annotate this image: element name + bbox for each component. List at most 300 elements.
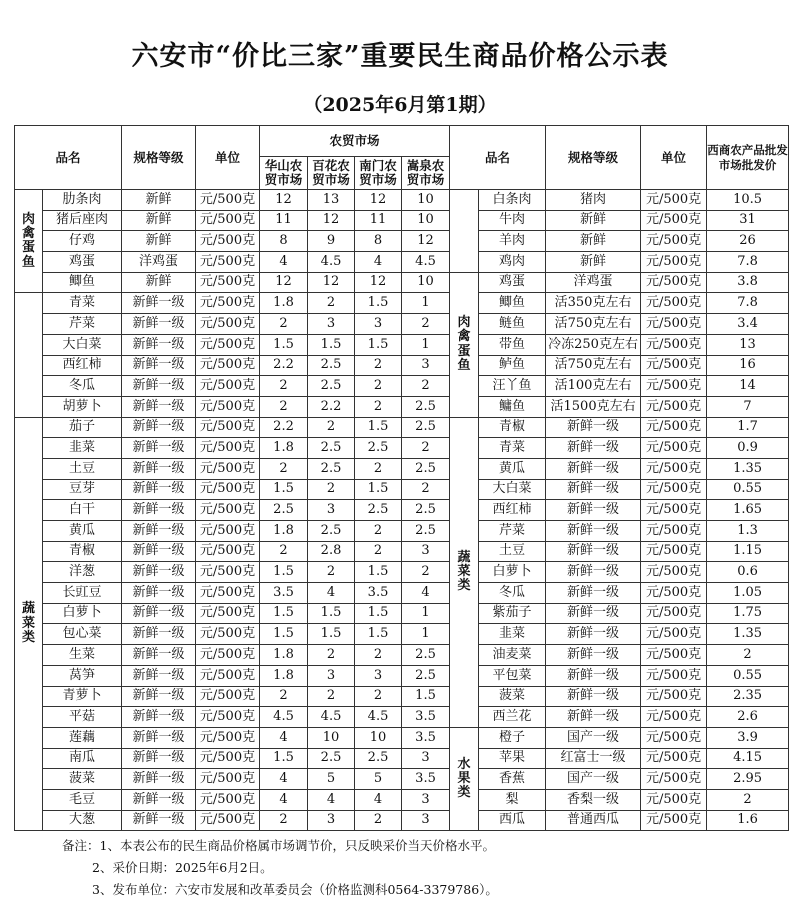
price-songquan: 10 [402,272,450,293]
item-name: 油麦菜 [479,645,546,666]
item-name: 汪丫鱼 [479,376,546,397]
table-row [15,210,789,231]
item-spec: 新鲜一级 [122,334,196,355]
price-songquan: 1.5 [402,686,450,707]
price-wholesale: 3.4 [707,314,789,335]
price-songquan: 4 [402,583,450,604]
price-baihua: 5 [308,769,355,790]
price-huashan: 11 [260,210,308,231]
price-wholesale: 7.8 [707,252,789,273]
item-unit: 元/500克 [641,210,707,231]
item-spec: 新鲜一级 [546,665,641,686]
item-name: 苹果 [479,748,546,769]
price-songquan: 1 [402,293,450,314]
item-spec: 新鲜一级 [122,521,196,542]
price-songquan: 3 [402,748,450,769]
item-spec: 新鲜一级 [122,355,196,376]
price-baihua: 2.5 [308,376,355,397]
item-name: 仔鸡 [43,231,122,252]
price-songquan: 4.5 [402,252,450,273]
item-unit: 元/500克 [196,645,260,666]
price-songquan: 2.5 [402,417,450,438]
price-nanmen: 1.5 [355,624,402,645]
item-unit: 元/500克 [196,458,260,479]
price-wholesale: 0.55 [707,665,789,686]
price-nanmen: 5 [355,769,402,790]
price-wholesale: 0.9 [707,438,789,459]
item-spec: 新鲜一级 [122,769,196,790]
price-songquan: 3 [402,355,450,376]
item-unit: 元/500克 [641,521,707,542]
price-baihua: 2 [308,293,355,314]
item-name: 白萝卜 [43,603,122,624]
item-name: 胡萝卜 [43,396,122,417]
price-wholesale: 4.15 [707,748,789,769]
item-name: 南瓜 [43,748,122,769]
price-huashan: 4 [260,789,308,810]
price-huashan: 2.2 [260,355,308,376]
item-unit: 元/500克 [641,727,707,748]
table-row [15,769,789,790]
price-wholesale: 1.75 [707,603,789,624]
header-market-huashan: 华山农贸市场 [260,157,308,190]
price-nanmen: 8 [355,231,402,252]
price-nanmen: 2 [355,355,402,376]
item-unit: 元/500克 [641,252,707,273]
category-label [15,293,43,417]
item-spec: 新鲜一级 [546,645,641,666]
item-spec: 冷冻250克左右 [546,334,641,355]
price-wholesale: 14 [707,376,789,397]
category-label [450,190,479,273]
price-baihua: 12 [308,210,355,231]
item-unit: 元/500克 [641,645,707,666]
item-unit: 元/500克 [196,396,260,417]
item-unit: 元/500克 [196,810,260,831]
item-spec: 新鲜一级 [122,665,196,686]
item-unit: 元/500克 [196,314,260,335]
table-row [15,707,789,728]
price-baihua: 2 [308,562,355,583]
price-huashan: 4 [260,252,308,273]
item-name: 鲢鱼 [479,314,546,335]
price-nanmen: 4 [355,789,402,810]
item-spec: 新鲜一级 [122,810,196,831]
table-row [15,500,789,521]
price-huashan: 2 [260,458,308,479]
item-name: 生菜 [43,645,122,666]
item-spec: 新鲜一级 [546,541,641,562]
price-baihua: 2 [308,645,355,666]
price-songquan: 2 [402,438,450,459]
item-unit: 元/500克 [641,376,707,397]
item-name: 大白菜 [43,334,122,355]
price-baihua: 2 [308,417,355,438]
item-unit: 元/500克 [196,376,260,397]
item-name: 梨 [479,789,546,810]
item-name: 韭菜 [43,438,122,459]
item-spec: 新鲜一级 [122,479,196,500]
price-songquan: 12 [402,231,450,252]
price-wholesale: 1.35 [707,458,789,479]
item-name: 黄瓜 [479,458,546,479]
item-name: 西红柿 [479,500,546,521]
item-spec: 新鲜一级 [546,479,641,500]
item-name: 大白菜 [479,479,546,500]
item-unit: 元/500克 [196,521,260,542]
item-spec: 新鲜一级 [122,789,196,810]
price-songquan: 2.5 [402,500,450,521]
price-songquan: 2.5 [402,645,450,666]
price-wholesale: 1.15 [707,541,789,562]
item-spec: 国产一级 [546,769,641,790]
item-unit: 元/500克 [641,314,707,335]
item-name: 青椒 [479,417,546,438]
item-spec: 新鲜一级 [546,707,641,728]
price-wholesale: 1.7 [707,417,789,438]
item-name: 西红柿 [43,355,122,376]
price-wholesale: 1.35 [707,624,789,645]
price-wholesale: 26 [707,231,789,252]
item-name: 鸡蛋 [479,272,546,293]
item-spec: 国产一级 [546,727,641,748]
item-spec: 洋鸡蛋 [122,252,196,273]
header-right-name: 品名 [450,126,546,190]
item-unit: 元/500克 [641,500,707,521]
table-row [15,417,789,438]
price-huashan: 2 [260,541,308,562]
item-spec: 新鲜一级 [122,293,196,314]
item-spec: 新鲜一级 [546,417,641,438]
item-spec: 洋鸡蛋 [546,272,641,293]
item-spec: 新鲜一级 [122,438,196,459]
item-spec: 新鲜一级 [122,562,196,583]
item-spec: 新鲜一级 [122,748,196,769]
price-baihua: 4.5 [308,707,355,728]
price-nanmen: 10 [355,727,402,748]
price-huashan: 1.5 [260,748,308,769]
price-wholesale: 10.5 [707,190,789,211]
page-subtitle: （2025年6月第1期） [303,94,497,116]
price-baihua: 12 [308,272,355,293]
price-nanmen: 2 [355,458,402,479]
price-songquan: 2 [402,376,450,397]
item-spec: 新鲜一级 [122,314,196,335]
item-unit: 元/500克 [196,707,260,728]
item-unit: 元/500克 [196,665,260,686]
item-name: 土豆 [479,541,546,562]
item-name: 鸡肉 [479,252,546,273]
table-row [15,396,789,417]
item-spec: 新鲜 [122,210,196,231]
price-wholesale: 1.05 [707,583,789,604]
item-spec: 新鲜一级 [546,458,641,479]
price-wholesale: 13 [707,334,789,355]
price-songquan: 3.5 [402,707,450,728]
category-label: 水 果 类 [450,727,479,830]
item-name: 韭菜 [479,624,546,645]
table-row [15,376,789,397]
item-spec: 新鲜 [122,231,196,252]
price-wholesale: 16 [707,355,789,376]
table-row [15,334,789,355]
price-songquan: 2.5 [402,396,450,417]
item-name: 鲈鱼 [479,355,546,376]
item-name: 莲藕 [43,727,122,748]
category-label: 蔬 菜 类 [15,417,43,831]
item-name: 青椒 [43,541,122,562]
price-huashan: 1.8 [260,438,308,459]
price-nanmen: 1.5 [355,417,402,438]
price-wholesale: 2.95 [707,769,789,790]
item-unit: 元/500克 [196,252,260,273]
item-unit: 元/500克 [196,190,260,211]
price-wholesale: 1.65 [707,500,789,521]
price-huashan: 2 [260,686,308,707]
price-songquan: 1 [402,624,450,645]
price-huashan: 2 [260,314,308,335]
price-baihua: 2.8 [308,541,355,562]
price-wholesale: 2 [707,645,789,666]
price-wholesale: 3.9 [707,727,789,748]
item-unit: 元/500克 [641,190,707,211]
price-songquan: 3 [402,789,450,810]
item-spec: 新鲜 [546,231,641,252]
table-row [15,190,789,211]
item-unit: 元/500克 [196,355,260,376]
price-wholesale: 7.8 [707,293,789,314]
price-baihua: 2.5 [308,748,355,769]
table-row [15,438,789,459]
item-name: 鳙鱼 [479,396,546,417]
price-wholesale: 1.6 [707,810,789,831]
price-nanmen: 12 [355,272,402,293]
price-wholesale: 3.8 [707,272,789,293]
item-name: 豆芽 [43,479,122,500]
item-unit: 元/500克 [641,438,707,459]
item-unit: 元/500克 [641,810,707,831]
item-name: 牛肉 [479,210,546,231]
item-unit: 元/500克 [641,769,707,790]
price-nanmen: 2 [355,645,402,666]
table-row [15,665,789,686]
price-nanmen: 1.5 [355,562,402,583]
price-table [14,125,789,831]
item-unit: 元/500克 [196,624,260,645]
item-spec: 新鲜一级 [122,624,196,645]
note-3: 3、发布单位：六安市发展和改革委员会（价格监测科0564-3379786）。 [92,882,498,897]
item-unit: 元/500克 [196,686,260,707]
price-baihua: 2.5 [308,458,355,479]
note-2: 2、采价日期：2025年6月2日。 [92,860,273,875]
item-spec: 新鲜一级 [546,521,641,542]
price-wholesale: 2 [707,789,789,810]
price-baihua: 10 [308,727,355,748]
table-row [15,583,789,604]
item-name: 芹菜 [43,314,122,335]
table-row [15,458,789,479]
item-name: 土豆 [43,458,122,479]
price-nanmen: 2 [355,810,402,831]
item-unit: 元/500克 [641,231,707,252]
item-spec: 普通西瓜 [546,810,641,831]
item-spec: 新鲜一级 [122,417,196,438]
item-name: 白条肉 [479,190,546,211]
item-spec: 新鲜一级 [122,376,196,397]
item-name: 长豇豆 [43,583,122,604]
item-unit: 元/500克 [196,293,260,314]
item-spec: 新鲜一级 [546,583,641,604]
price-baihua: 2.5 [308,355,355,376]
price-nanmen: 1.5 [355,293,402,314]
item-name: 西兰花 [479,707,546,728]
item-name: 青菜 [43,293,122,314]
price-baihua: 4 [308,789,355,810]
notes [62,835,498,901]
price-huashan: 4 [260,769,308,790]
price-baihua: 4 [308,583,355,604]
note-1: 备注：1、本表公布的民生商品价格属市场调节价，只反映采价当天价格水平。 [62,838,495,853]
price-songquan: 3 [402,541,450,562]
item-name: 肋条肉 [43,190,122,211]
header-market-group: 农贸市场 [260,126,450,157]
price-huashan: 1.8 [260,645,308,666]
price-baihua: 13 [308,190,355,211]
item-spec: 新鲜一级 [122,458,196,479]
table-row [15,541,789,562]
price-baihua: 3 [308,500,355,521]
item-unit: 元/500克 [641,293,707,314]
price-huashan: 1.5 [260,334,308,355]
price-songquan: 10 [402,190,450,211]
table-row [15,748,789,769]
item-unit: 元/500克 [641,334,707,355]
item-spec: 新鲜一级 [546,686,641,707]
table-row [15,252,789,273]
header-right-unit: 单位 [641,126,707,190]
item-name: 菠菜 [43,769,122,790]
item-unit: 元/500克 [641,603,707,624]
price-nanmen: 1.5 [355,603,402,624]
item-name: 羊肉 [479,231,546,252]
item-name: 白干 [43,500,122,521]
item-unit: 元/500克 [196,748,260,769]
price-huashan: 1.5 [260,562,308,583]
header-spec: 规格等级 [122,126,196,190]
price-huashan: 1.8 [260,521,308,542]
item-unit: 元/500克 [641,479,707,500]
item-spec: 新鲜一级 [122,645,196,666]
price-huashan: 2 [260,376,308,397]
item-name: 青萝卜 [43,686,122,707]
price-baihua: 2.5 [308,438,355,459]
price-nanmen: 2.5 [355,500,402,521]
item-unit: 元/500克 [196,479,260,500]
price-nanmen: 2 [355,521,402,542]
item-unit: 元/500克 [641,583,707,604]
price-nanmen: 2 [355,376,402,397]
item-spec: 新鲜一级 [122,707,196,728]
price-nanmen: 11 [355,210,402,231]
item-unit: 元/500克 [641,396,707,417]
item-unit: 元/500克 [196,541,260,562]
item-spec: 活1500克左右 [546,396,641,417]
price-huashan: 2.2 [260,417,308,438]
item-spec: 新鲜一级 [122,541,196,562]
item-spec: 新鲜 [546,252,641,273]
price-nanmen: 2 [355,541,402,562]
item-name: 白萝卜 [479,562,546,583]
price-baihua: 2.5 [308,521,355,542]
price-wholesale: 7 [707,396,789,417]
price-huashan: 2 [260,810,308,831]
item-spec: 新鲜 [122,272,196,293]
item-name: 洋葱 [43,562,122,583]
price-nanmen: 2.5 [355,748,402,769]
price-table-body [15,190,789,831]
table-row [15,272,789,293]
price-nanmen: 3 [355,665,402,686]
price-nanmen: 4.5 [355,707,402,728]
table-row [15,479,789,500]
item-unit: 元/500克 [641,686,707,707]
header-wholesale-price: 西商农产品批发市场批发价 [707,126,789,190]
item-unit: 元/500克 [196,438,260,459]
item-unit: 元/500克 [641,665,707,686]
header-market-songquan: 嵩泉农贸市场 [402,157,450,190]
item-unit: 元/500克 [641,272,707,293]
item-unit: 元/500克 [196,603,260,624]
item-spec: 新鲜一级 [122,500,196,521]
header-right-spec: 规格等级 [546,126,641,190]
item-spec: 新鲜一级 [122,583,196,604]
item-unit: 元/500克 [641,417,707,438]
price-huashan: 1.5 [260,624,308,645]
price-songquan: 10 [402,210,450,231]
price-wholesale: 2.6 [707,707,789,728]
item-name: 西瓜 [479,810,546,831]
item-spec: 新鲜一级 [122,727,196,748]
item-name: 毛豆 [43,789,122,810]
table-row [15,624,789,645]
price-songquan: 1 [402,603,450,624]
price-huashan: 1.5 [260,479,308,500]
price-baihua: 9 [308,231,355,252]
item-spec: 猪肉 [546,190,641,211]
table-row [15,521,789,542]
item-unit: 元/500克 [641,562,707,583]
price-baihua: 2 [308,479,355,500]
item-name: 菠菜 [479,686,546,707]
price-huashan: 12 [260,190,308,211]
item-unit: 元/500克 [196,417,260,438]
item-unit: 元/500克 [196,272,260,293]
item-name: 茄子 [43,417,122,438]
price-huashan: 4 [260,727,308,748]
price-nanmen: 12 [355,190,402,211]
price-songquan: 2 [402,562,450,583]
item-unit: 元/500克 [196,210,260,231]
item-unit: 元/500克 [641,458,707,479]
price-nanmen: 3.5 [355,583,402,604]
item-unit: 元/500克 [196,562,260,583]
price-wholesale: 1.3 [707,521,789,542]
item-spec: 新鲜一级 [546,500,641,521]
item-spec: 活350克左右 [546,293,641,314]
item-unit: 元/500克 [641,541,707,562]
price-songquan: 2.5 [402,458,450,479]
item-name: 香蕉 [479,769,546,790]
